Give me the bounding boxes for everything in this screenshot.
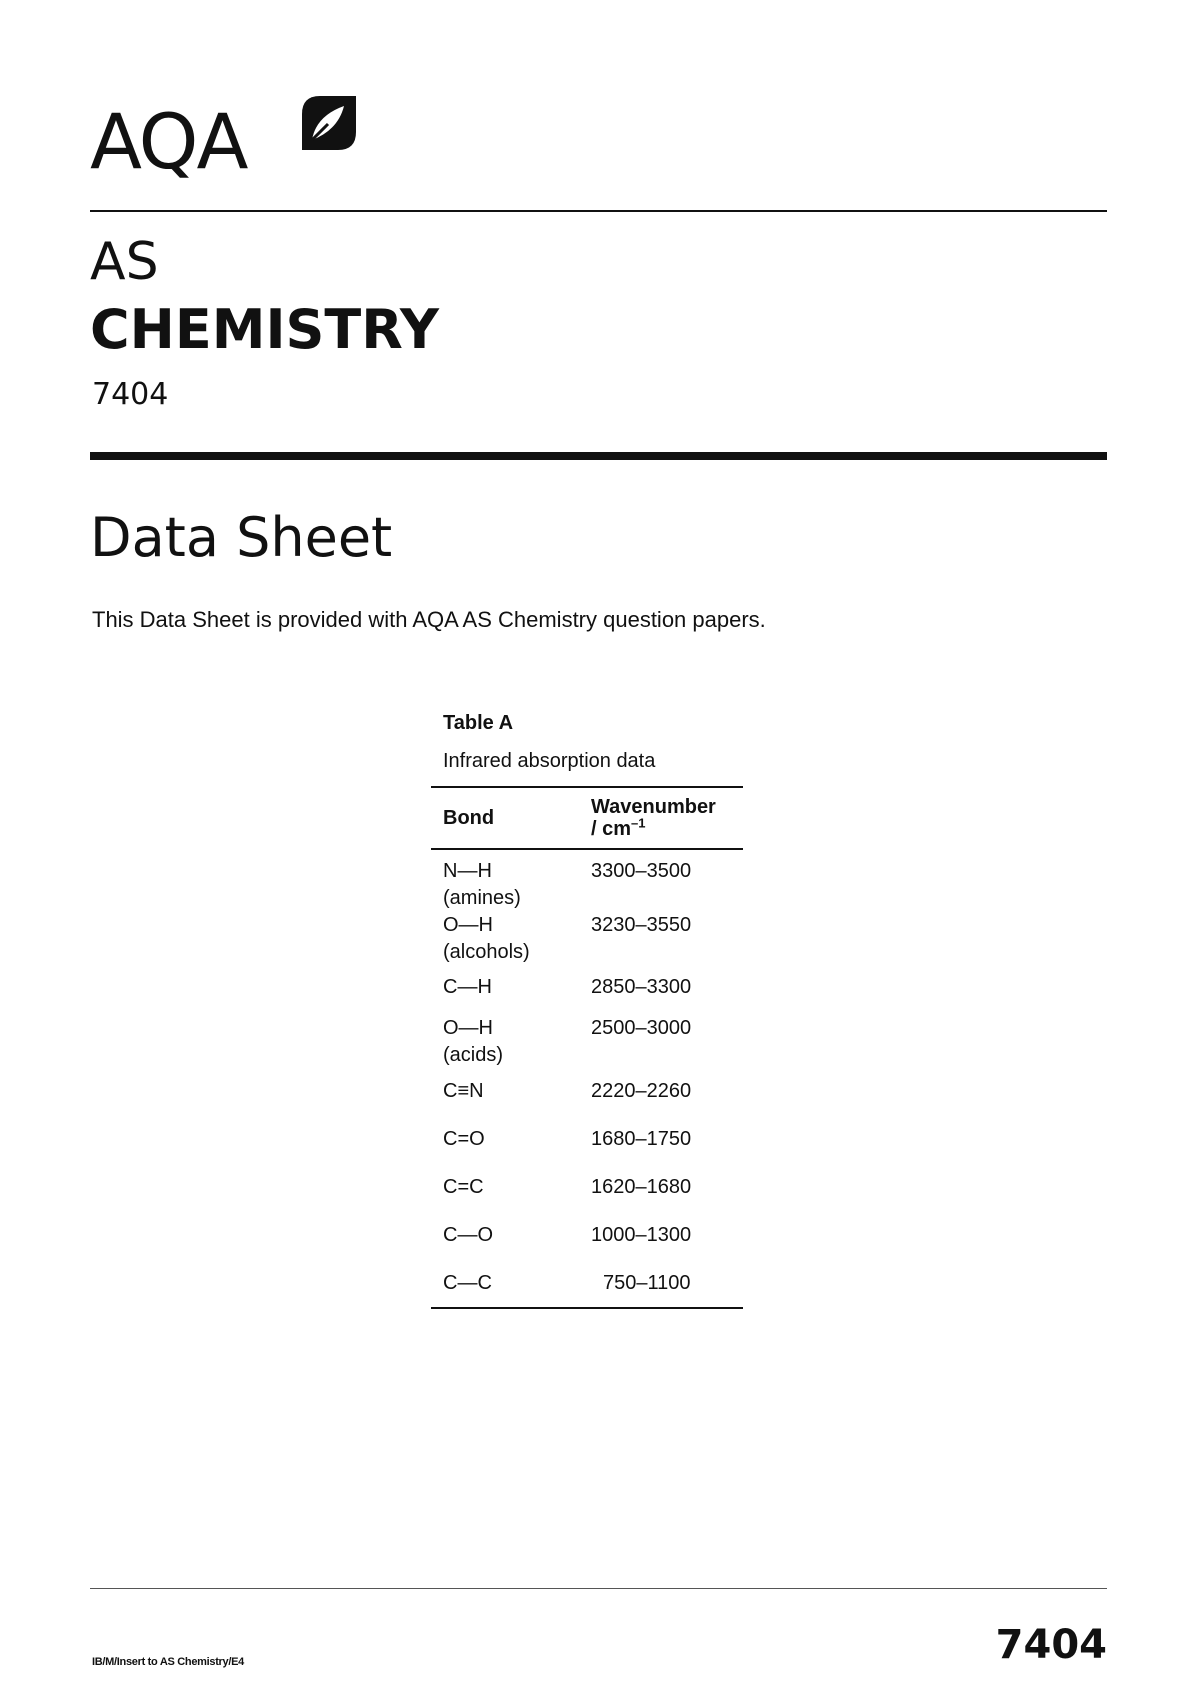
wavenumber-range: 1620–1680 — [591, 1176, 692, 1198]
table-row — [431, 1117, 743, 1165]
bond-note: (amines) — [443, 887, 521, 909]
bond: C—H — [443, 976, 492, 998]
bond: N—H — [443, 860, 492, 882]
table-row — [431, 1213, 743, 1261]
bond: C≡N — [443, 1080, 484, 1102]
wavenumber-range: 3230–3550 — [591, 914, 692, 936]
table-row — [431, 912, 743, 966]
table-row — [431, 1015, 743, 1069]
header-wavenumber-label: Wavenumber — [591, 796, 716, 818]
table-row — [431, 1069, 743, 1117]
bond: O—H — [443, 914, 493, 936]
wavenumber-range: 2850–3300 — [591, 976, 692, 998]
footer-reference: IB/M/Insert to AS Chemistry/E4 — [92, 1656, 244, 1668]
logo-text: AQA — [90, 97, 247, 186]
header-wavenumber — [579, 787, 743, 849]
table-row — [431, 1261, 743, 1308]
header-unit-exponent: –1 — [631, 815, 646, 831]
bond: C—C — [443, 1272, 492, 1294]
subject-title: CHEMISTRY — [90, 298, 439, 361]
table-header-row — [431, 787, 743, 849]
table-label: Table A — [443, 712, 514, 734]
bond-note: (acids) — [443, 1044, 504, 1066]
wavenumber-range: 2220–2260 — [591, 1080, 692, 1102]
wavenumber-range: 1000–1300 — [591, 1224, 692, 1246]
leaf-icon — [298, 92, 360, 154]
bond-note: (alcohols) — [443, 941, 530, 963]
wavenumber-range: 3300–3500 — [591, 860, 692, 882]
footer-divider — [90, 1588, 1107, 1589]
document-title: Data Sheet — [90, 506, 393, 569]
table-row — [431, 1165, 743, 1213]
wavenumber-range: 750–1100 — [579, 1261, 743, 1308]
specification-code: 7404 — [92, 377, 169, 412]
bond: C=O — [443, 1128, 485, 1150]
header-unit: / cm — [591, 818, 632, 840]
bond: O—H — [443, 1017, 493, 1039]
ir-absorption-table — [431, 786, 743, 1309]
section-divider — [90, 452, 1107, 460]
wavenumber-range: 2500–3000 — [591, 1017, 692, 1039]
intro-text: This Data Sheet is provided with AQA AS Chemistry question papers. — [92, 607, 766, 632]
table-caption: Infrared absorption data — [443, 750, 656, 772]
bond: C=C — [443, 1176, 484, 1198]
wavenumber-range: 1680–1750 — [591, 1128, 692, 1150]
bond: C—O — [443, 1224, 493, 1246]
table-row — [431, 849, 743, 912]
header-bond: Bond — [431, 787, 579, 849]
header-divider — [90, 210, 1107, 212]
qualification-level: AS — [90, 232, 159, 292]
table-row — [431, 966, 743, 1015]
aqa-logo — [90, 92, 362, 188]
footer-code: 7404 — [995, 1622, 1107, 1668]
